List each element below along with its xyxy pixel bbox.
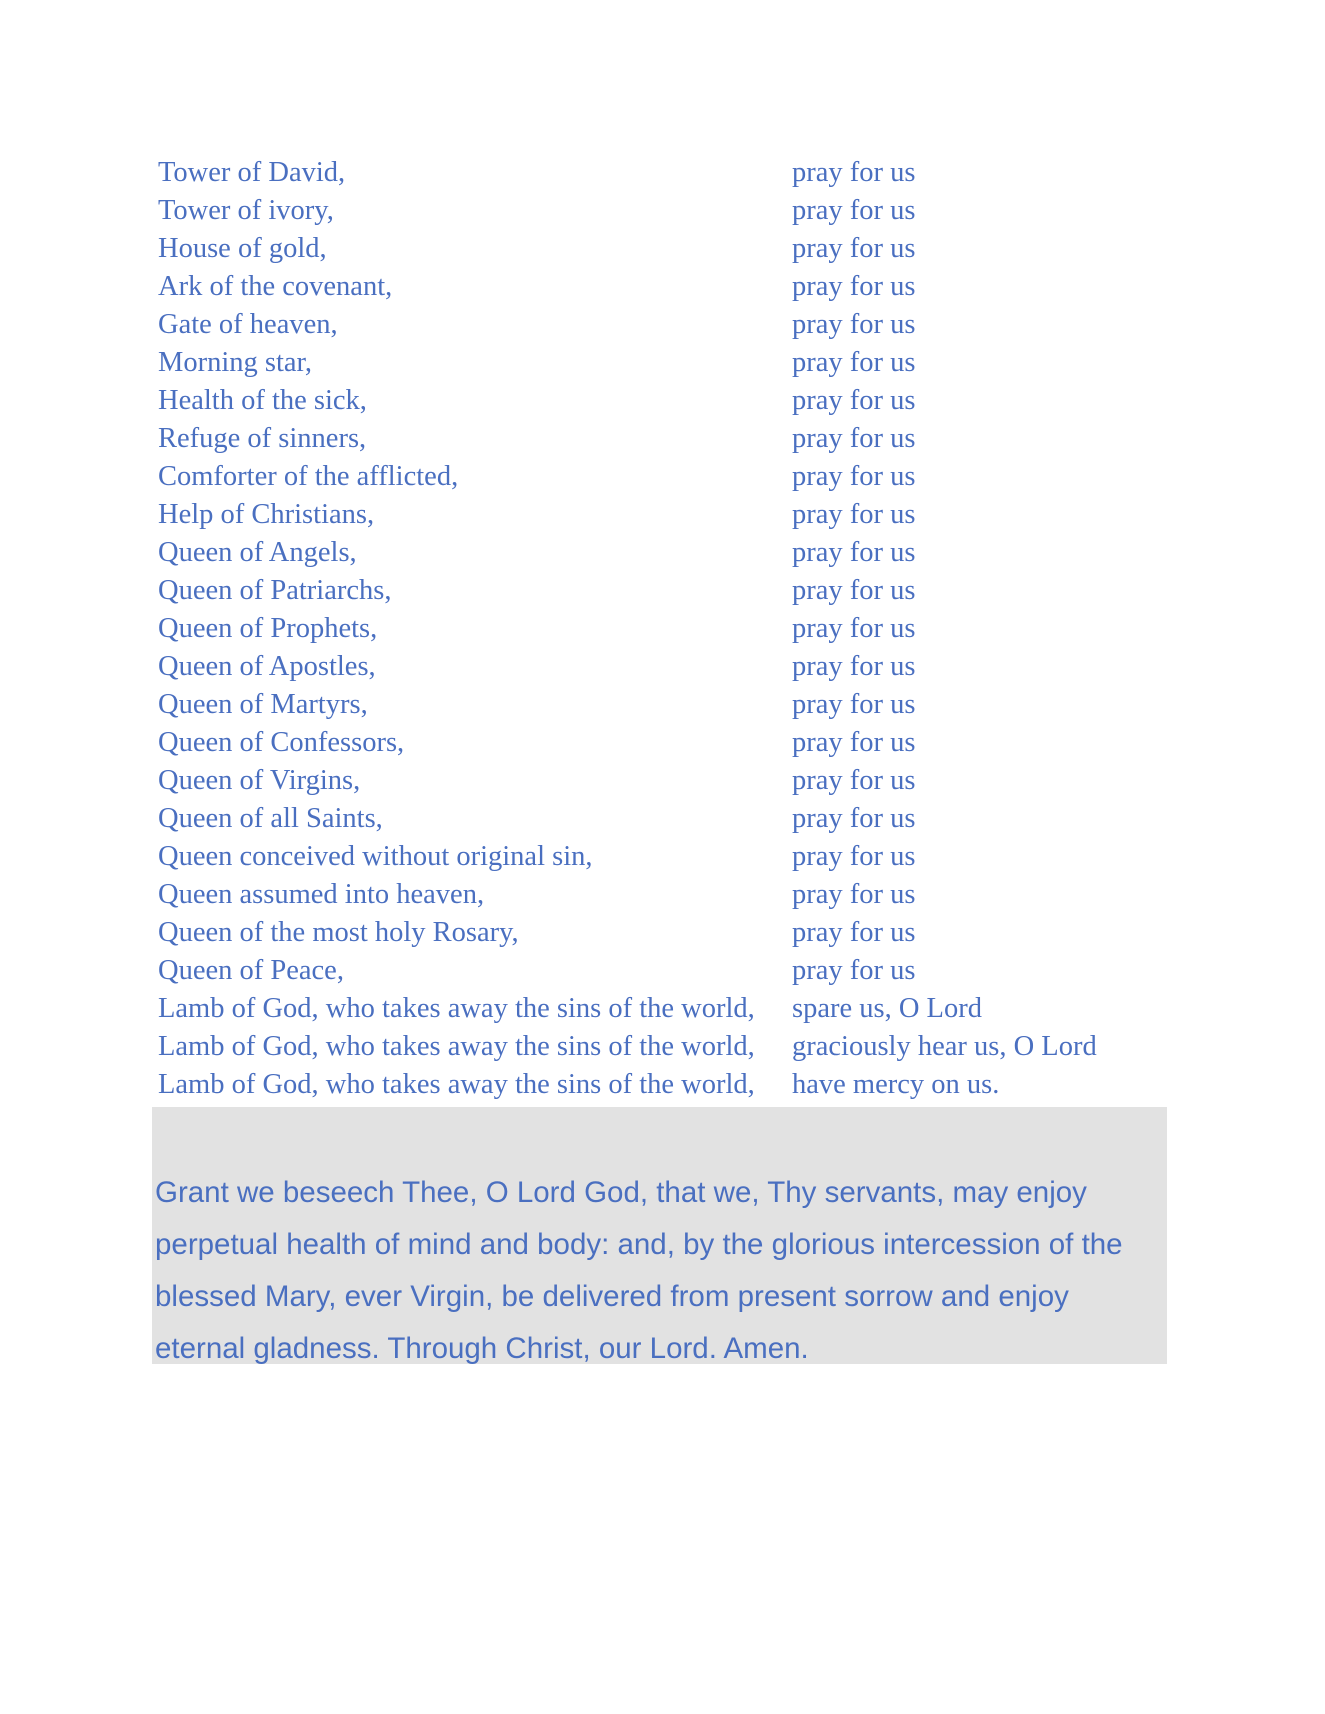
- litany-row: [158, 306, 1158, 344]
- litany-invocation: Health of the sick,: [158, 385, 367, 416]
- litany-invocation: Help of Christians,: [158, 499, 375, 530]
- litany-row: [158, 648, 1158, 686]
- litany-row: [158, 990, 1158, 1028]
- litany-response: pray for us: [792, 347, 916, 378]
- litany-invocation: Queen of Peace,: [158, 955, 344, 986]
- litany-response: pray for us: [792, 651, 916, 682]
- litany-row: [158, 914, 1158, 952]
- litany-response: pray for us: [792, 689, 916, 720]
- litany-row: [158, 382, 1158, 420]
- litany-row: [158, 838, 1158, 876]
- litany-response: pray for us: [792, 765, 916, 796]
- litany-response: spare us, O Lord: [792, 993, 982, 1024]
- litany-row: [158, 724, 1158, 762]
- litany-invocation: Queen assumed into heaven,: [158, 879, 485, 910]
- litany-invocation: Queen of Patriarchs,: [158, 575, 392, 606]
- litany-response: pray for us: [792, 727, 916, 758]
- litany-invocation: Queen of Prophets,: [158, 613, 378, 644]
- litany-response: pray for us: [792, 575, 916, 606]
- litany-response: graciously hear us, O Lord: [792, 1031, 1097, 1062]
- litany-row: [158, 344, 1158, 382]
- litany-row: [158, 192, 1158, 230]
- litany-invocation: Queen of all Saints,: [158, 803, 383, 834]
- litany-row: [158, 876, 1158, 914]
- litany-row: [158, 610, 1158, 648]
- litany-invocation: Ark of the covenant,: [158, 271, 393, 302]
- litany-response: pray for us: [792, 423, 916, 454]
- litany-response: pray for us: [792, 309, 916, 340]
- litany-row: [158, 1028, 1158, 1066]
- litany-invocation: Comforter of the afflicted,: [158, 461, 459, 492]
- litany-invocation: Queen of Angels,: [158, 537, 357, 568]
- litany-invocation: Morning star,: [158, 347, 313, 378]
- litany-invocation: Queen of the most holy Rosary,: [158, 917, 519, 948]
- litany-invocation: Queen of Confessors,: [158, 727, 405, 758]
- litany-response: have mercy on us.: [792, 1069, 1000, 1100]
- litany-invocation: Queen conceived without original sin,: [158, 841, 593, 872]
- litany-response: pray for us: [792, 803, 916, 834]
- litany-response: pray for us: [792, 499, 916, 530]
- litany-row: [158, 800, 1158, 838]
- litany-row: [158, 496, 1158, 534]
- litany-row: [158, 686, 1158, 724]
- litany-invocation: Queen of Martyrs,: [158, 689, 368, 720]
- closing-prayer-box: [152, 1107, 1167, 1364]
- litany-response: pray for us: [792, 537, 916, 568]
- litany-response: pray for us: [792, 195, 916, 226]
- litany-invocation: Queen of Virgins,: [158, 765, 361, 796]
- litany-row: [158, 268, 1158, 306]
- litany-invocation: Gate of heaven,: [158, 309, 338, 340]
- litany-row: [158, 230, 1158, 268]
- litany-response: pray for us: [792, 233, 916, 264]
- litany-response: pray for us: [792, 879, 916, 910]
- litany-row: [158, 952, 1158, 990]
- litany-invocation: Lamb of God, who takes away the sins of the world,: [158, 1069, 755, 1100]
- litany-response: pray for us: [792, 157, 916, 188]
- litany-invocation: Lamb of God, who takes away the sins of the world,: [158, 1031, 755, 1062]
- litany-row: [158, 458, 1158, 496]
- litany-invocation: Tower of ivory,: [158, 195, 334, 226]
- litany-response: pray for us: [792, 271, 916, 302]
- litany-response: pray for us: [792, 841, 916, 872]
- litany-row: [158, 534, 1158, 572]
- litany-response: pray for us: [792, 917, 916, 948]
- litany-list: [158, 154, 1158, 1104]
- litany-row: [158, 420, 1158, 458]
- litany-invocation: House of gold,: [158, 233, 327, 264]
- litany-invocation: Lamb of God, who takes away the sins of the world,: [158, 993, 755, 1024]
- litany-row: [158, 154, 1158, 192]
- litany-response: pray for us: [792, 613, 916, 644]
- litany-invocation: Tower of David,: [158, 157, 346, 188]
- litany-response: pray for us: [792, 955, 916, 986]
- litany-invocation: Refuge of sinners,: [158, 423, 367, 454]
- litany-response: pray for us: [792, 461, 916, 492]
- litany-row: [158, 1066, 1158, 1104]
- litany-row: [158, 572, 1158, 610]
- litany-invocation: Queen of Apostles,: [158, 651, 376, 682]
- litany-response: pray for us: [792, 385, 916, 416]
- closing-prayer-text: Grant we beseech Thee, O Lord God, that we, Thy servants, may enjoy perpetual health of mind and body: and, by the glorious intercession of the blessed Mary, ever Virgin, be delivered from present sorrow and enjoy eternal gladness. Through Christ, our Lord. Amen.: [155, 1176, 1123, 1365]
- litany-row: [158, 762, 1158, 800]
